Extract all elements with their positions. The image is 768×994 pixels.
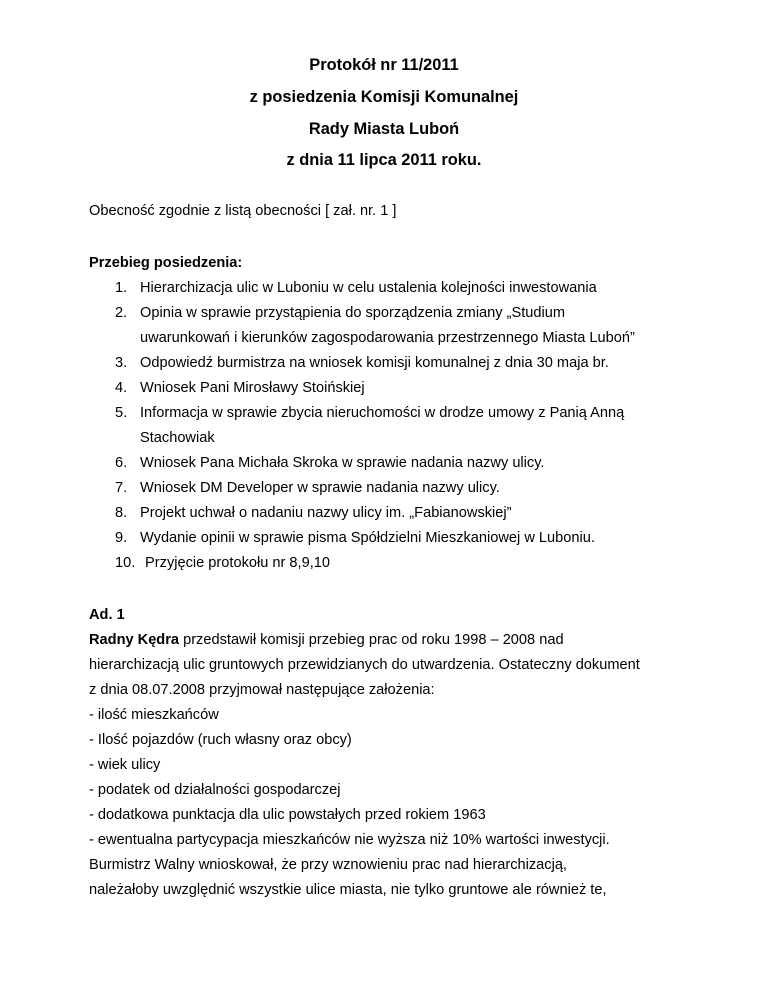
agenda-item: 8. Projekt uchwał o nadaniu nazwy ulicy im. „Fabianowskiej” — [115, 505, 512, 521]
speaker-name: Radny Kędra — [89, 632, 180, 648]
agenda-item: 1. Hierarchizacja ulic w Luboniu w celu ustalenia kolejności inwestowania — [115, 280, 597, 296]
criteria-item: - dodatkowa punktacja dla ulic powstałych przed rokiem 1963 — [89, 807, 486, 823]
agenda-item-continuation: Stachowiak — [140, 430, 215, 446]
criteria-item: - podatek od działalności gospodarczej — [89, 782, 341, 798]
criteria-item: - ewentualna partycypacja mieszkańców nie wyższa niż 10% wartości inwestycji. — [89, 832, 610, 848]
agenda-item: 7. Wniosek DM Developer w sprawie nadania nazwy ulicy. — [115, 480, 500, 496]
criteria-item: - Ilość pojazdów (ruch własny oraz obcy) — [89, 732, 352, 748]
agenda-item-continuation: uwarunkowań i kierunków zagospodarowania przestrzennego Miasta Luboń” — [140, 330, 635, 346]
council-name: Rady Miasta Luboń — [308, 120, 460, 138]
agenda-item: 2. Opinia w sprawie przystąpienia do sporządzenia zmiany „Studium — [115, 305, 566, 321]
ad1-paragraph-line: Radny Kędra przedstawił komisji przebieg prac od roku 1998 – 2008 nad — [89, 632, 564, 648]
meeting-date: z dnia 11 lipca 2011 roku. — [286, 151, 482, 169]
criteria-item: - wiek ulicy — [89, 757, 161, 773]
ad1-closing-line: Burmistrz Walny wnioskował, że przy wznowieniu prac nad hierarchizacją, — [89, 857, 567, 873]
criteria-item: - ilość mieszkańców — [89, 707, 219, 723]
agenda-item: 5. Informacja w sprawie zbycia nieruchomości w drodze umowy z Panią Anną — [115, 405, 625, 421]
ad1-paragraph-line: hierarchizacją ulic gruntowych przewidzianych do utwardzenia. Ostateczny dokument — [89, 657, 640, 673]
agenda-item: 9. Wydanie opinii w sprawie pisma Spółdzielni Mieszkaniowej w Luboniu. — [115, 530, 595, 546]
attendance-note: Obecność zgodnie z listą obecności [ zał. nr. 1 ] — [89, 203, 397, 219]
agenda-item: 10. Przyjęcie protokołu nr 8,9,10 — [115, 555, 331, 571]
agenda-item: 6. Wniosek Pana Michała Skroka w sprawie nadania nazwy ulicy. — [115, 455, 545, 471]
ad1-paragraph-line: z dnia 08.07.2008 przyjmował następujące założenia: — [89, 682, 435, 698]
protocol-title: Protokół nr 11/2011 — [309, 56, 459, 74]
ad1-closing-line: należałoby uwzględnić wszystkie ulice miasta, nie tylko gruntowe ale również te, — [89, 882, 607, 898]
agenda-item: 3. Odpowiedź burmistrza na wniosek komisji komunalnej z dnia 30 maja br. — [115, 355, 609, 371]
section-heading-ad1: Ad. 1 — [89, 607, 125, 623]
agenda-item: 4. Wniosek Pani Mirosławy Stoińskiej — [115, 380, 365, 396]
agenda-heading: Przebieg posiedzenia: — [89, 255, 243, 271]
meeting-subtitle: z posiedzenia Komisji Komunalnej — [249, 88, 519, 106]
